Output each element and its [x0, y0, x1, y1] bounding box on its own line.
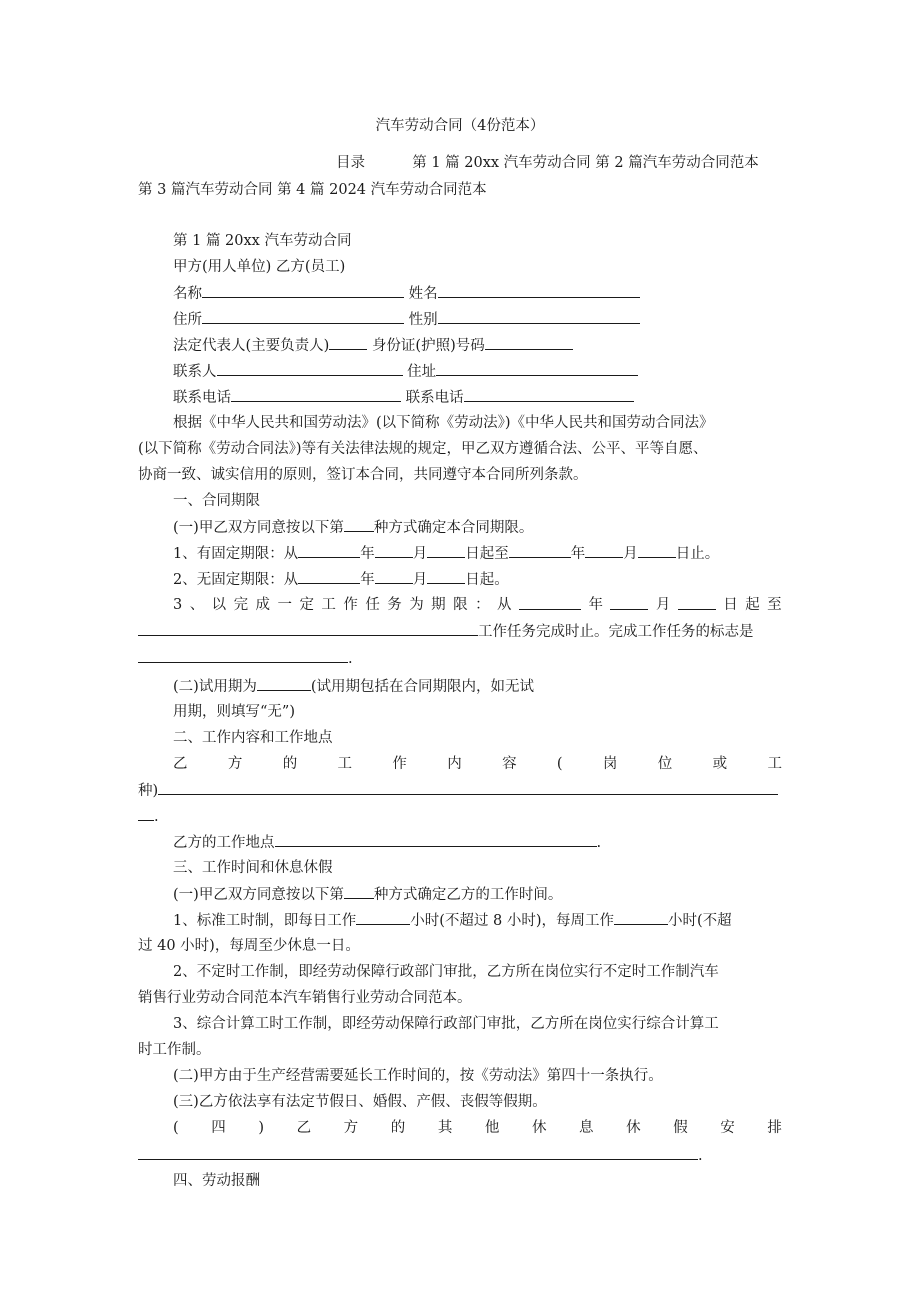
toc-item[interactable]: 第 4 篇 2024 汽车劳动合同范本	[277, 182, 487, 198]
justified-char: 作	[392, 756, 407, 772]
text: (二)试用期为	[173, 679, 257, 695]
date-blank[interactable]	[585, 543, 623, 558]
date-blank[interactable]	[375, 543, 413, 558]
date-blank[interactable]	[298, 543, 360, 558]
clause-heading: 三、工作时间和休息休假	[173, 860, 333, 876]
paragraph	[173, 569, 782, 590]
field-label: 联系人	[173, 364, 217, 380]
justified-char: 作	[343, 597, 358, 613]
paragraph	[138, 806, 782, 827]
text: 年	[360, 546, 375, 562]
justified-char: 息	[579, 1120, 594, 1136]
toc-item[interactable]: 第 1 篇 20xx 汽车劳动合同	[412, 155, 591, 171]
paragraph: (二)甲方由于生产经营需要延长工作时间的，按《劳动法》第四十一条执行。	[173, 1068, 663, 1084]
document-title: 汽车劳动合同（4份范本）	[375, 118, 545, 134]
paragraph: 2、不定时工作制，即经劳动保障行政部门审批，乙方所在岗位实行不定时工作制汽车	[173, 964, 719, 980]
text: 种方式确定本合同期限。	[373, 520, 534, 536]
justified-char: 休	[531, 1120, 547, 1136]
field-label: 名称	[173, 286, 202, 302]
paragraph: (以下简称《劳动合同法》)等有关法律法规的规定，甲乙双方遵循合法、公平、平等自愿、	[138, 441, 708, 457]
toc-item[interactable]: 第 3 篇汽车劳动合同	[138, 182, 273, 198]
justified-char: 内	[447, 756, 462, 772]
justified-char: ：	[475, 597, 490, 613]
paragraph	[173, 884, 782, 905]
text: (一)甲乙双方同意按以下第	[173, 520, 344, 536]
field-label: 住址	[407, 364, 437, 380]
date-blank[interactable]	[638, 543, 676, 558]
field-label: 住所	[173, 312, 202, 328]
task-mark-blank[interactable]	[138, 648, 348, 663]
paragraph: 过 40 小时)，每周至少休息一日。	[138, 938, 360, 954]
field-row	[173, 361, 782, 382]
justified-char: 他	[484, 1120, 500, 1136]
paragraph	[138, 780, 782, 801]
justified-char: 完	[233, 597, 249, 613]
text: 日起至	[465, 546, 509, 562]
paragraph	[173, 543, 782, 564]
job-content-blank-cont[interactable]	[138, 806, 154, 821]
justified-char: 四	[211, 1120, 226, 1136]
justified-char: 乙	[173, 756, 188, 772]
justified-char: 的	[390, 1120, 406, 1136]
section-heading: 第 1 篇 20xx 汽车劳动合同	[173, 233, 352, 249]
justified-char: 工	[321, 597, 336, 613]
text: 月	[412, 572, 428, 588]
justified-char: 务	[387, 597, 402, 613]
field-label: 姓名	[408, 286, 438, 302]
justified-char: 工	[337, 756, 353, 772]
text: 小时(不超	[668, 913, 732, 929]
paragraph: 3、综合计算工时工作制，即经劳动保障行政部门审批，乙方所在岗位实行综合计算工	[173, 1016, 719, 1032]
name-blank[interactable]	[202, 283, 404, 298]
text: 1、有固定期限：从	[173, 546, 299, 562]
clause-heading: 二、工作内容和工作地点	[173, 730, 333, 746]
daily-hours-blank[interactable]	[356, 910, 410, 925]
justified-char: 安	[720, 1120, 735, 1136]
paragraph	[138, 648, 782, 669]
text: 月	[412, 546, 428, 562]
text: 年	[570, 546, 586, 562]
date-blank[interactable]	[375, 569, 413, 584]
justified-char: 假	[673, 1120, 688, 1136]
date-blank[interactable]	[519, 595, 581, 610]
justified-char: 其	[437, 1120, 453, 1136]
field-label: 联系电话	[173, 390, 231, 406]
text: 月	[655, 597, 671, 613]
paragraph-justified	[173, 1118, 782, 1138]
justified-char: 一	[277, 597, 292, 613]
paragraph: 时工作制。	[138, 1042, 211, 1058]
field-label: 法定代表人(主要负责人)	[173, 338, 330, 354]
justified-char: 3	[173, 597, 183, 613]
field-row	[173, 387, 782, 408]
field-row	[173, 335, 782, 356]
text: 工作任务完成时止。完成工作任务的标志是	[478, 624, 754, 640]
justified-char: 岗	[602, 756, 618, 772]
justified-char: 方	[343, 1120, 359, 1136]
justified-char: 从	[497, 597, 512, 613]
legal-rep-blank[interactable]	[329, 335, 367, 350]
date-blank[interactable]	[298, 569, 360, 584]
clause-heading: 一、合同期限	[173, 493, 260, 509]
toc-label: 目录	[336, 155, 365, 171]
task-blank[interactable]	[138, 621, 478, 636]
other-leave-blank[interactable]	[138, 1145, 698, 1160]
residence-blank[interactable]	[202, 309, 404, 324]
text: (试用期包括在合同期限内，如无试	[310, 679, 534, 695]
date-blank[interactable]	[610, 595, 648, 610]
text: 1、标准工时制，即每日工作	[173, 913, 357, 929]
justified-char: (	[173, 1120, 179, 1136]
work-place-blank[interactable]	[275, 832, 597, 847]
text: 日止。	[675, 546, 720, 562]
justified-char: 位	[657, 756, 673, 772]
id-number-blank[interactable]	[485, 335, 573, 350]
justified-char: 期	[431, 597, 446, 613]
paragraph-justified: 3 、 以 完 成 一 定 工 作 任 务 为 期 限 ： 从 年 月 日 起 至	[173, 597, 782, 613]
method-blank[interactable]	[344, 884, 374, 899]
text: .	[154, 809, 159, 825]
clause-heading: 四、劳动报酬	[173, 1173, 260, 1189]
justified-char: 任	[365, 597, 380, 613]
text: 年	[588, 597, 603, 613]
table-of-contents	[336, 153, 786, 173]
text: 种方式确定乙方的工作时间。	[373, 887, 563, 903]
date-blank[interactable]	[427, 569, 465, 584]
paragraph: 根据《中华人民共和国劳动法》(以下简称《劳动法》)《中华人民共和国劳动合同法》	[173, 415, 714, 431]
justified-char: 的	[282, 756, 298, 772]
paragraph	[173, 676, 782, 697]
justified-char: (	[556, 756, 563, 772]
paragraph	[138, 621, 782, 642]
paragraph: 销售行业劳动合同范本汽车销售行业劳动合同范本。	[138, 990, 472, 1006]
justified-char: 、	[189, 597, 205, 613]
justified-char: 休	[626, 1120, 641, 1136]
field-row	[173, 309, 782, 330]
justified-char: 为	[409, 597, 424, 613]
paragraph-justified	[173, 754, 782, 774]
text: 年	[360, 572, 375, 588]
phone-a-blank[interactable]	[231, 387, 401, 402]
date-blank[interactable]	[509, 543, 571, 558]
probation-blank[interactable]	[257, 676, 311, 691]
person-name-blank[interactable]	[438, 283, 640, 298]
gender-blank[interactable]	[438, 309, 640, 324]
field-label: 联系电话	[405, 390, 464, 406]
contact-blank[interactable]	[217, 361, 403, 376]
text: 乙方的工作地点	[173, 835, 275, 851]
paragraph: (三)乙方依法享有法定节假日、婚假、产假、丧假等假期。	[173, 1094, 547, 1110]
justified-char: 工	[767, 756, 782, 772]
phone-b-blank[interactable]	[464, 387, 634, 402]
text: .	[348, 651, 353, 667]
parties-line: 甲方(用人单位) 乙方(员工)	[173, 259, 346, 275]
justified-char: 成	[255, 597, 271, 613]
job-content-blank[interactable]	[158, 780, 778, 795]
justified-char: )	[258, 1120, 264, 1136]
justified-char: 限	[453, 597, 468, 613]
date-blank[interactable]	[678, 595, 716, 610]
field-label: 性别	[408, 312, 438, 328]
justified-char: 容	[502, 756, 517, 772]
text: 2、无固定期限：从	[173, 572, 299, 588]
text: 小时(不超过 8 小时)，每周工作	[410, 913, 614, 929]
justified-char: 排	[767, 1120, 782, 1136]
text: .	[698, 1148, 703, 1164]
paragraph	[138, 1145, 782, 1166]
justified-char: 乙	[296, 1120, 312, 1136]
paragraph: 用期，则填写“无”)	[173, 704, 295, 720]
paragraph: 协商一致、诚实信用的原则，签订本合同，共同遵守本合同所列条款。	[138, 467, 588, 483]
field-row	[173, 283, 782, 304]
justified-char: 方	[227, 756, 243, 772]
text: 日起。	[465, 572, 509, 588]
weekly-hours-blank[interactable]	[614, 910, 668, 925]
address-blank[interactable]	[436, 361, 638, 376]
toc-item[interactable]: 第 2 篇汽车劳动合同范本	[595, 155, 759, 171]
text: .	[596, 835, 602, 851]
field-label: 身份证(护照)号码	[371, 338, 485, 354]
justified-char: 或	[712, 756, 728, 772]
table-of-contents-cont	[138, 180, 782, 200]
justified-char: 定	[299, 597, 314, 613]
text: 月	[623, 546, 638, 562]
paragraph	[173, 832, 782, 853]
date-blank[interactable]	[427, 543, 465, 558]
justified-char: 以	[211, 597, 227, 613]
text: 种)	[138, 783, 159, 799]
text: (一)甲乙双方同意按以下第	[173, 887, 344, 903]
paragraph	[173, 910, 782, 931]
paragraph	[173, 517, 782, 538]
method-blank[interactable]	[344, 517, 374, 532]
